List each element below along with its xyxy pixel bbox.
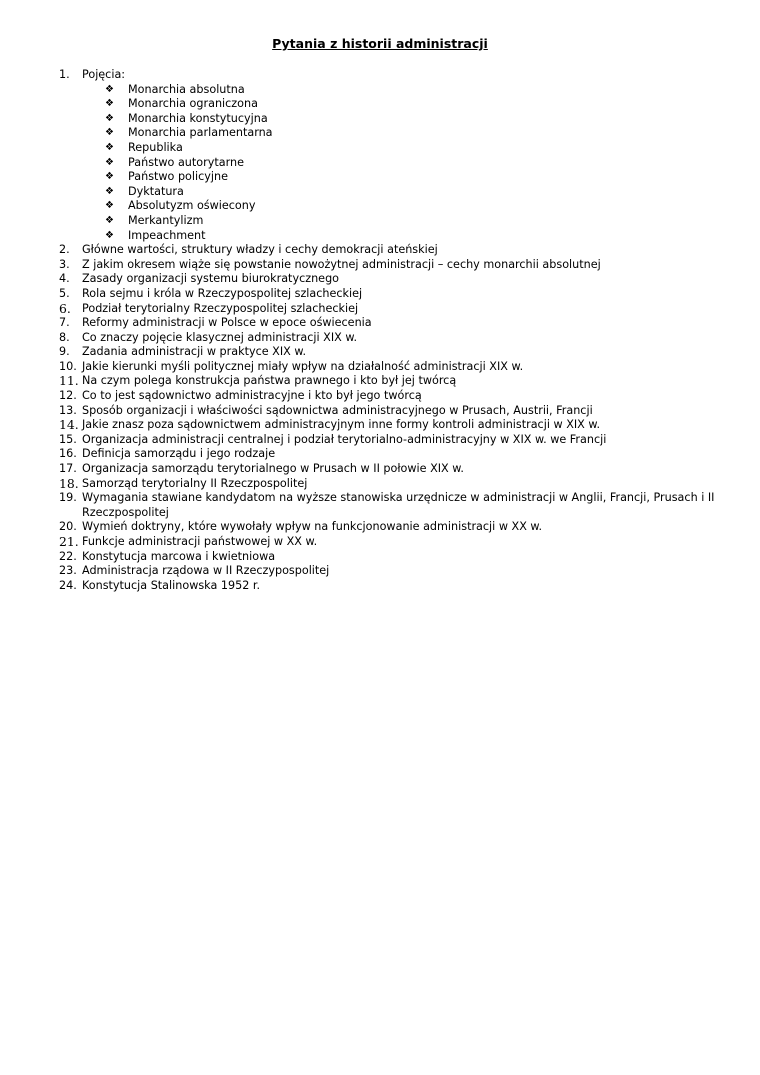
question-item: 4. Zasady organizacji systemu biurokratycznego	[59, 272, 340, 286]
term-item: ❖ Monarchia parlamentarna	[105, 126, 273, 140]
term-item: ❖ Dyktatura	[105, 184, 184, 198]
question-item: 13. Sposób organizacji i właściwości sądownictwa administracyjnego w Prusach, Austrii, Francji	[59, 403, 593, 417]
diamond-bullet-icon: ❖	[105, 83, 114, 95]
question-item: 16. Definicja samorządu i jego rodzaje	[59, 447, 276, 461]
term-item: ❖ Impeachment	[105, 228, 206, 242]
document-title: Pytania z historii administracji	[272, 36, 488, 51]
question-item: 5. Rola sejmu i króla w Rzeczypospolitej szlacheckiej	[59, 286, 363, 300]
question-item: 15. Organizacja administracji centralnej i podział terytorialno-administracyjny w XIX w. we Francji	[59, 432, 607, 446]
term-item: ❖ Absolutyzm oświecony	[105, 199, 256, 213]
diamond-bullet-icon: ❖	[105, 112, 114, 124]
question-item: 3. Z jakim okresem wiąże się powstanie nowożytnej administracji – cechy monarchii absolutnej	[59, 257, 601, 271]
question-item: 21. Funkcje administracji państwowej w XX w.	[59, 534, 318, 549]
diamond-bullet-icon: ❖	[105, 156, 114, 168]
question-item: 22. Konstytucja marcowa i kwietniowa	[59, 549, 276, 563]
question-item: 24. Konstytucja Stalinowska 1952 r.	[59, 578, 261, 592]
question-item: 18. Samorząd terytorialny II Rzeczpospolitej	[59, 475, 308, 491]
diamond-bullet-icon: ❖	[105, 214, 114, 226]
question-item: 17. Organizacja samorządu terytorialnego w Prusach w II połowie XIX w.	[59, 462, 464, 476]
question-item: 11. Na czym polega konstrukcja państwa prawnego i kto był jej twórcą	[59, 373, 457, 389]
diamond-bullet-icon: ❖	[105, 127, 114, 139]
question-item: 20. Wymień doktryny, które wywołały wpływ na funkcjonowanie administracji w XX w.	[59, 520, 543, 534]
term-item: ❖ Państwo autorytarne	[105, 155, 244, 169]
question-item: 7. Reformy administracji w Polsce w epoce oświecenia	[59, 316, 372, 330]
term-item: ❖ Państwo policyjne	[105, 170, 228, 184]
question-item: 8. Co znaczy pojęcie klasycznej administracji XIX w.	[59, 330, 358, 344]
question-item: 2. Główne wartości, struktury władzy i cechy demokracji ateńskiej	[59, 243, 438, 257]
term-item: ❖ Monarchia ograniczona	[105, 97, 258, 111]
term-item: ❖ Merkantylizm	[105, 213, 204, 227]
diamond-bullet-icon: ❖	[105, 98, 114, 110]
term-item: ❖ Republika	[105, 140, 183, 154]
question-list	[0, 68, 760, 593]
diamond-bullet-icon: ❖	[105, 171, 114, 183]
question-item-1	[0, 68, 760, 83]
question-item: 10. Jakie kierunki myśli politycznej miały wpływ na działalność administracji XIX w.	[59, 359, 524, 373]
term-item: ❖ Monarchia absolutna	[105, 82, 245, 96]
item-number: 1.	[59, 68, 70, 81]
question-item: 19. Wymagania stawiane kandydatom na wyższe stanowiska urzędnicze w administracji w Anglii, Francji, Prusach i II Rzeczpospolitej	[59, 491, 715, 519]
diamond-bullet-icon: ❖	[105, 185, 114, 197]
question-item: 9. Zadania administracji w praktyce XIX w.	[59, 345, 307, 359]
diamond-bullet-icon: ❖	[105, 141, 114, 153]
term-item: ❖ Monarchia konstytucyjna	[105, 111, 268, 125]
item-text: Pojęcia:	[82, 68, 126, 81]
diamond-bullet-icon: ❖	[105, 229, 114, 241]
question-item: 6. Podział terytorialny Rzeczypospolitej szlacheckiej	[59, 300, 359, 316]
diamond-bullet-icon: ❖	[105, 200, 114, 212]
question-item: 14. Jakie znasz poza sądownictwem administracyjnym inne formy kontroli administracji w XIX w.	[59, 417, 601, 433]
question-item: 23. Administracja rządowa w II Rzeczypospolitej	[59, 564, 330, 578]
question-item: 12. Co to jest sądownictwo administracyjne i kto był jego twórcą	[59, 389, 422, 403]
